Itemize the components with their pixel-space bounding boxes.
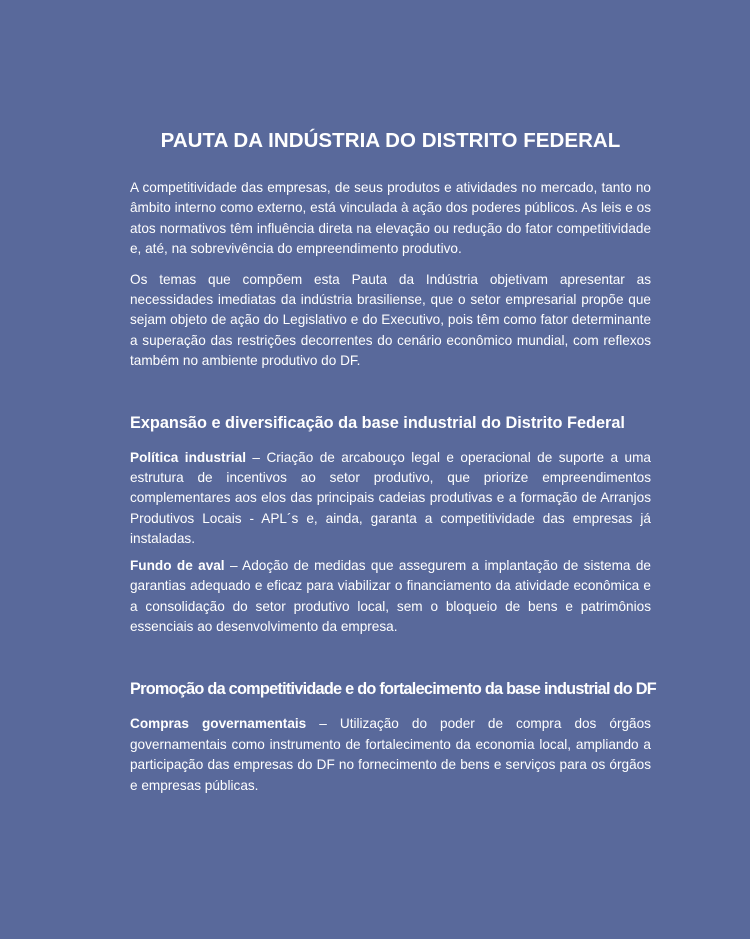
section-heading-competitividade: Promoção da competitividade e do fortalecimento da base industrial do DF [130, 680, 656, 699]
policy-item-politica-industrial [130, 448, 651, 550]
item-lead: Compras governamentais [130, 716, 307, 732]
policy-item-fundo-de-aval [130, 556, 651, 638]
document-content [130, 124, 656, 796]
intro-paragraph: Os temas que compõem esta Pauta da Indústria objetivam apresentar as necessidades imediatas da indústria brasiliense, que o setor empresarial propõe que sejam objeto de ação do Legislativo e do Executivo, pois têm como fator determinante a superação das restrições decorrentes do cenário econômico mundial, com reflexos também no ambiente produtivo do DF. [130, 271, 651, 369]
item-lead: Fundo de aval [130, 557, 225, 573]
section-heading-expansion: Expansão e diversificação da base industrial do Distrito Federal [130, 413, 625, 432]
item-lead: Política industrial [130, 449, 246, 465]
policy-item-compras-governamentais [130, 714, 651, 796]
item-text: – Adoção de medidas que assegurem a implantação de sistema de garantias adequado e eficaz para viabilizar o financiamento da atividade econômica e a consolidação do setor produtivo local, sem o bloqueio de bens e patrimônios essenciais ao desenvolvimento da empresa. [130, 557, 651, 634]
page-title: PAUTA DA INDÚSTRIA DO DISTRITO FEDERAL [160, 129, 621, 152]
item-text: – Utilização do poder de compra dos órgãos governamentais como instrumento de fortalecimento da economia local, ampliando a participação das empresas do DF no fornecimento de bens e serviços para os órgãos e empresas públicas. [130, 716, 651, 793]
intro-paragraph: A competitividade das empresas, de seus produtos e atividades no mercado, tanto no âmbito interno como externo, está vinculada à ação dos poderes públicos. As leis e os atos normativos têm influência direta na elevação ou redução do fator competitividade e, até, na sobrevivência do empreendimento produtivo. [130, 180, 651, 257]
item-text: – Criação de arcabouço legal e operacional de suporte a uma estrutura de incentivos ao setor produtivo, que priorize empreendimentos complementares aos elos das principais cadeias produtivas e a formação de Arranjos Produtivos Locais - APL´s e, ainda, garanta a competitividade das empresas já instaladas. [130, 449, 651, 547]
